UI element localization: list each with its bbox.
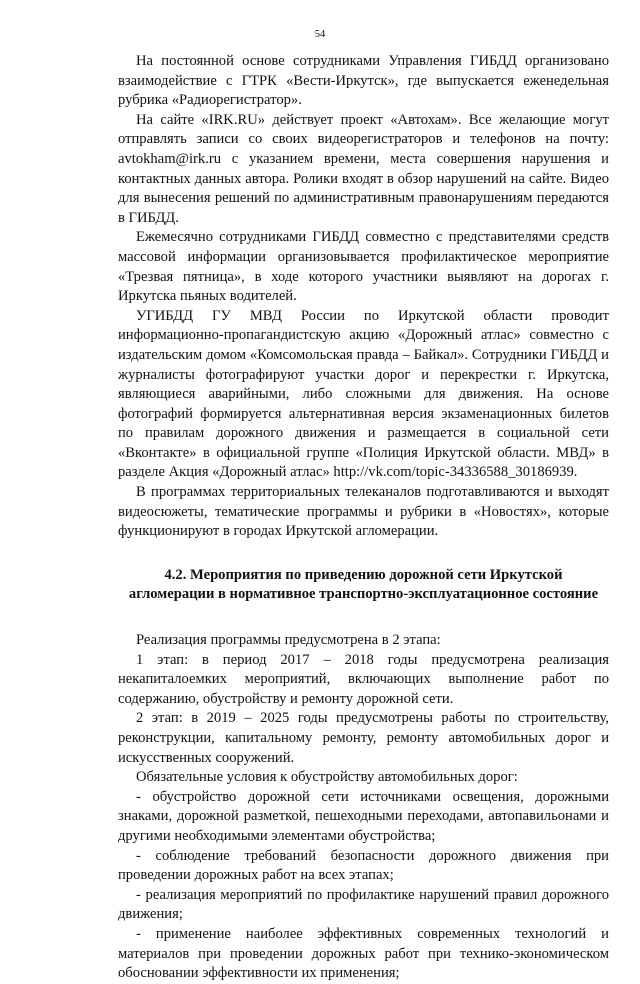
paragraph-conditions-intro: Обязательные условия к обустройству автомобильных дорог: [136, 769, 518, 786]
paragraph-stages-intro: Реализация программы предусмотрена в 2 этапа: [136, 632, 441, 649]
list-item-prevention: - реализация мероприятий по профилактике нарушений правил дорожного движения; [118, 886, 609, 923]
section-heading [118, 566, 609, 605]
list-item-safety: - соблюдение требований безопасности дорожного движения при проведении дорожных работ на всех этапах; [118, 847, 609, 884]
list-item-technologies: - применение наиболее эффективных современных технологий и материалов при проведении дорожных работ при технико-экономическом обосновании эффективности их применения; [118, 925, 609, 982]
section-heading-line-2: агломерации в нормативное транспортно-эксплуатационное состояние [128, 586, 599, 603]
paragraph-road-atlas: УГИБДД ГУ МВД России по Иркутской области проводит информационно-пропагандистскую акцию «Дорожный атлас» совместно с издательским домом «Комсомольская правда – Байкал». Сотрудники ГИБДД и журналисты фотографируют участки дорог и перекрестки г. Иркутска, являющиеся аварийными, либо сложными для движения. На основе фотографий формируется альтернативная версия экзаменационных билетов по правилам дорожного движения и размещается в социальной сети «Вконтакте» в официальной группе «Полиция Иркутской области. МВД» в разделе Акция «Дорожный атлас» http://vk.com/topic-34336588_30186939. [118, 307, 609, 481]
document-body [118, 52, 609, 984]
paragraph-radio: На постоянной основе сотрудниками Управления ГИБДД организовано взаимодействие с ГТРК «Вести-Иркутск», где выпускается еженедельная рубрика «Радиорегистратор». [118, 53, 609, 109]
paragraph-autokham: На сайте «IRK.RU» действует проект «Автохам». Все желающие могут отправлять записи со своих видеорегистраторов и телефонов на почту: avtokham@irk.ru с указанием времени, места совершения нарушения и контактных данных автора. Ролики входят в обзор нарушений на сайте. Видео для вынесения решений по административным правонарушениям передаются в ГИБДД. [118, 111, 609, 226]
paragraph-stage-2: 2 этап: в 2019 – 2025 годы предусмотрены работы по строительству, реконструкции, капитальному ремонту, ремонту автомобильных дорог и искусственных сооружений. [118, 710, 609, 766]
paragraph-stage-1: 1 этап: в период 2017 – 2018 годы предусмотрена реализация некапиталоемких мероприятий, включающих выполнение работ по содержанию, обустройству и ремонту дорожной сети. [118, 651, 609, 707]
page-number: 54 [314, 29, 326, 40]
paragraph-sober-friday: Ежемесячно сотрудниками ГИБДД совместно с представителями средств массовой информации организовывается профилактическое мероприятие «Трезвая пятница», в ходе которого участники выявляют на дорогах г. Иркутска пьяных водителей. [118, 229, 609, 305]
section-heading-line-1: 4.2. Мероприятия по приведению дорожной сети Иркутской [164, 566, 563, 583]
paragraph-tv-programs: В программах территориальных телеканалов подготавливаются и выходят видеосюжеты, тематические программы и рубрики в «Новостях», которые функционируют в городах Иркутской агломерации. [118, 484, 609, 540]
list-item-equipment: - обустройство дорожной сети источниками освещения, дорожными знаками, дорожной разметкой, пешеходными переходами, автопавильонами и другими необходимыми элементами обустройства; [118, 788, 609, 844]
